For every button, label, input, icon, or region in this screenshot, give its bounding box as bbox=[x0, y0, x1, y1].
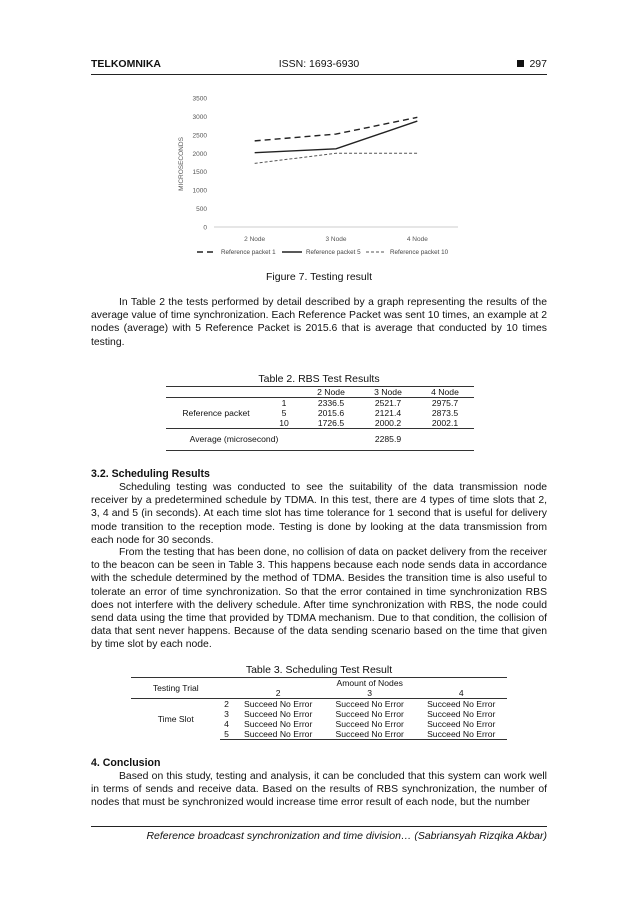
table-3-group-label: Amount of Nodes bbox=[232, 678, 507, 689]
table-2-cell: 2873.5 bbox=[431, 408, 459, 418]
y-tick-label: 3000 bbox=[192, 113, 207, 121]
table-2-packet: 10 bbox=[279, 418, 289, 428]
table-3-cell: Succeed No Error bbox=[415, 699, 507, 710]
square-bullet-icon bbox=[517, 60, 524, 67]
table-2-caption: Table 2. RBS Test Results bbox=[258, 373, 380, 385]
table-2-average-label: Average (microsecond) bbox=[166, 429, 302, 451]
table-3-cell: Succeed No Error bbox=[324, 729, 416, 740]
table-3-cell: Succeed No Error bbox=[427, 719, 496, 729]
table-2-cell: 2002.1 bbox=[431, 418, 459, 428]
y-tick-label: 0 bbox=[203, 224, 207, 232]
y-tick-label: 1000 bbox=[192, 187, 207, 195]
legend-label: Reference packet 1 bbox=[221, 249, 276, 256]
y-tick-label: 500 bbox=[196, 206, 207, 214]
y-axis-label: MICROSECONDS bbox=[178, 137, 185, 191]
y-tick-label: 2500 bbox=[192, 132, 207, 140]
legend-label: Reference packet 10 bbox=[390, 249, 449, 256]
table-3-slot: 5 bbox=[220, 729, 232, 740]
table-3-cell: Succeed No Error bbox=[244, 709, 313, 719]
series-line-3 bbox=[255, 153, 418, 163]
table-3-slot: 4 bbox=[224, 719, 229, 729]
table-3-slot: 2 bbox=[220, 699, 232, 710]
table-2-cell: 1726.5 bbox=[317, 418, 345, 428]
y-tick-label: 1500 bbox=[192, 169, 207, 177]
table-3-col-header: 3 bbox=[367, 688, 373, 698]
journal-name: TELKOMNIKA bbox=[91, 58, 161, 70]
table-3-cell: Succeed No Error bbox=[415, 729, 507, 740]
section-3-2-heading: 3.2. Scheduling Results bbox=[91, 468, 210, 480]
table-3-cell: Succeed No Error bbox=[324, 699, 416, 710]
table-2-packet: 1 bbox=[266, 398, 302, 409]
section-4-paragraph-1: Based on this study, testing and analysis, it can be concluded that this system can work well in terms of sends and receive data. Based on the results of RBS synchronization, the number of nodes that must be synchronized would increase time error result of each node, but the number bbox=[91, 771, 547, 809]
x-tick-label: 2 Node bbox=[244, 236, 266, 243]
section-3-2-paragraph-1: Scheduling testing was conducted to see the suitability of the data transmission node receiver by a predetermined schedule by TDMA. In this test, there are 4 types of time slots that 2, 3, 4 and 5 (in seconds). At each time slot has time tolerance for 1 second that is useful for delivery mode transition to the reception mode. Testing is done by looking at the data transmission from each node for 30 seconds. bbox=[91, 482, 547, 546]
table-3-cell: Succeed No Error bbox=[335, 719, 404, 729]
table-2-cell: 2521.7 bbox=[360, 398, 416, 409]
table-2-cell: 2000.2 bbox=[374, 418, 402, 428]
x-tick-label: 3 Node bbox=[325, 236, 347, 243]
table-2-row-label: Reference packet bbox=[182, 408, 250, 418]
table-2-col-header: 4 Node bbox=[416, 387, 474, 398]
x-tick-label: 4 Node bbox=[406, 236, 428, 243]
section-3-2-paragraph-2: From the testing that has been done, no collision of data on packet delivery from the receiver to the beacon can be seen in Table 3. This happens because each node sends data in accordance with the schedule determined by the method of TDMA. Besides the transition time is also useful to tolerate an error of time synchronization. So that the error contained in time synchronization RBS does not interfere with the delivery schedule. After time synchronization with RBS, the node could send data using the time that provided by TDMA mechanism. Due to that condition, the collision of data that sent never happens. Because of the data sending scenario based on the time that given by time slot by each node. bbox=[91, 547, 547, 651]
table-3-trial-label: Testing Trial bbox=[131, 678, 220, 699]
table-3-row-label: Time Slot bbox=[131, 699, 220, 740]
table-2-col-header: 3 Node bbox=[360, 387, 416, 398]
legend-label: Reference packet 5 bbox=[306, 249, 361, 256]
table-3-col-header: 4 bbox=[458, 688, 464, 698]
table-2-packet: 5 bbox=[281, 408, 287, 418]
table-3-cell: Succeed No Error bbox=[244, 719, 313, 729]
table-2 bbox=[166, 386, 474, 451]
page-number: 297 bbox=[517, 58, 547, 70]
table-2-cell: 2336.5 bbox=[302, 398, 360, 409]
table-2-cell: 2121.4 bbox=[374, 408, 402, 418]
table-3-slot: 3 bbox=[224, 709, 229, 719]
table-2-cell: 2015.6 bbox=[317, 408, 345, 418]
table-3-cell: Succeed No Error bbox=[427, 709, 496, 719]
table-3 bbox=[131, 677, 507, 740]
table-3-cell: Succeed No Error bbox=[232, 729, 324, 740]
table-3-cell: Succeed No Error bbox=[232, 699, 324, 710]
footer-rule bbox=[91, 826, 547, 827]
paragraph-table2-intro: In Table 2 the tests performed by detail described by a graph representing the results of the average value of time synchronization. Each Reference Packet was sent 10 times, an example at 2 nodes (average) with 5 Reference Packet is 2015.6 that is average that conducted by 10 times testing. bbox=[91, 297, 547, 348]
running-footer: Reference broadcast synchronization and time division… (Sabriansyah Rizqika Akbar) bbox=[146, 830, 547, 842]
table-2-cell: 2975.7 bbox=[416, 398, 474, 409]
table-2-col-header: 2 Node bbox=[302, 387, 360, 398]
table-2-average-value: 2285.9 bbox=[302, 429, 474, 451]
y-tick-label: 2000 bbox=[192, 150, 207, 158]
series-line-2 bbox=[255, 121, 418, 153]
running-header bbox=[91, 58, 547, 74]
section-4-heading: 4. Conclusion bbox=[91, 757, 161, 769]
issn: ISSN: 1693-6930 bbox=[278, 58, 360, 70]
table-3-col-header: 2 bbox=[275, 688, 281, 698]
header-rule bbox=[91, 74, 547, 75]
figure-7-chart bbox=[170, 88, 460, 266]
y-tick-label: 3500 bbox=[192, 95, 207, 103]
table-3-cell: Succeed No Error bbox=[335, 709, 404, 719]
figure-7-caption: Figure 7. Testing result bbox=[265, 271, 373, 283]
table-3-caption: Table 3. Scheduling Test Result bbox=[245, 664, 393, 676]
